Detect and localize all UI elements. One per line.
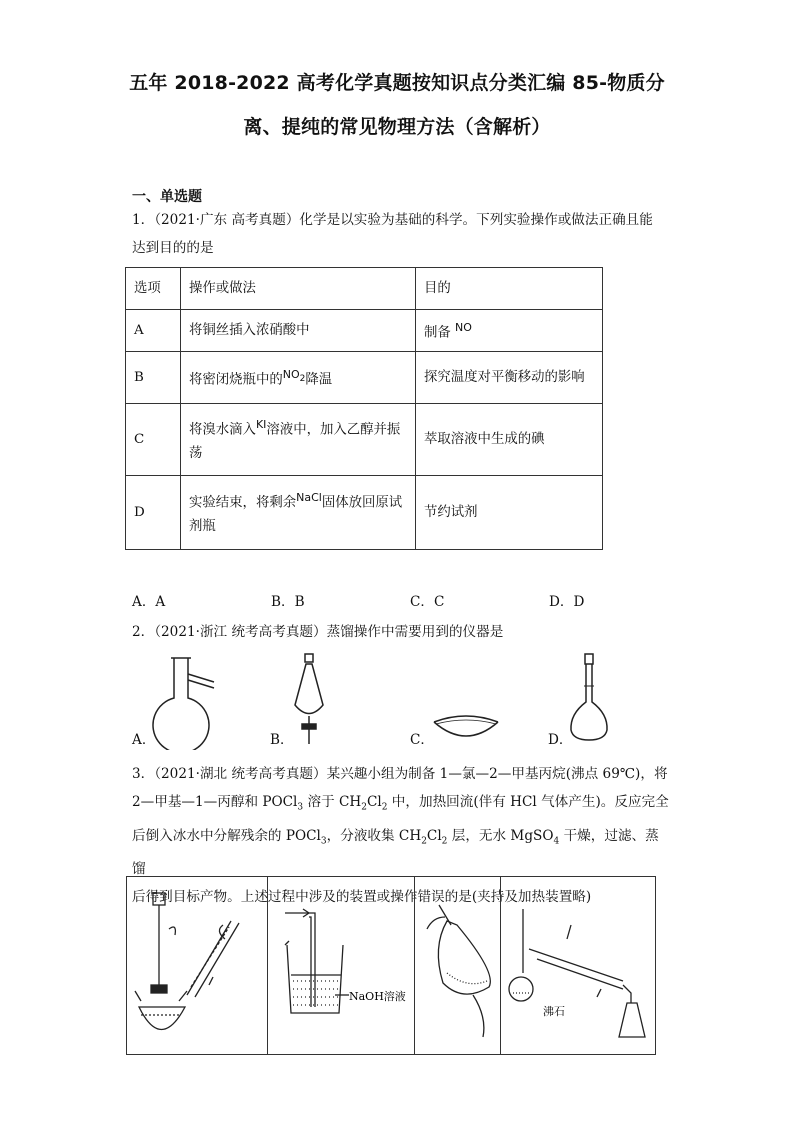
row-d-op-text: 实验结束，将剩余 (189, 495, 297, 511)
row-a-option: A (126, 310, 181, 352)
boiling-stone-label: 沸石 (543, 1005, 565, 1018)
q3-line2-part4: 中，加热回流(伴有 HCl 气体产生)。反应完全 (387, 794, 669, 810)
row-d-formula: NaCl (296, 490, 322, 504)
header-operation: 操作或做法 (181, 268, 416, 310)
distillation-flask-icon (153, 658, 214, 750)
question-2-apparatus (130, 650, 690, 750)
row-d-option: D (126, 476, 181, 550)
choice-d[interactable]: D．D (549, 594, 585, 610)
question-3-line3: 后倒入冰水中分解残余的 POCl$_3$，分液收集 $CH_2Cl_2$ 层，无水 MgSO$_4$ 干燥，过滤、蒸馏 (132, 827, 659, 878)
question-3-figure (126, 876, 656, 1055)
evaporating-dish-icon (434, 716, 498, 736)
row-c-op-text: 将溴水滴入 (189, 422, 256, 438)
row-a-purpose-text: 制备 (424, 325, 451, 341)
row-c-operation (181, 404, 416, 476)
page-title-line2: 离、提纯的常见物理方法（含解析） (243, 116, 551, 138)
options-table (125, 267, 603, 550)
row-b-op-tail: 降温 (305, 372, 333, 388)
row-b-op-text: 将密闭烧瓶中的 (189, 372, 283, 388)
apparatus-label-c[interactable]: C． (410, 732, 434, 748)
choice-c[interactable]: C．C (410, 594, 445, 610)
header-option: 选项 (126, 268, 181, 310)
figure-drawings (127, 877, 655, 1054)
q3-line2-part2: 溶于 CH (303, 794, 362, 810)
row-c-op-wrap: 荡 (189, 446, 203, 462)
q3-line3-part5: 干燥，过滤、蒸馏 (132, 827, 659, 878)
table-header-row (126, 268, 603, 310)
row-b-option: B (126, 352, 181, 404)
separatory-funnel-icon (295, 654, 323, 744)
apparatus-label-d[interactable]: D． (548, 732, 573, 748)
row-b-purpose: 探究温度对平衡移动的影响 (416, 352, 603, 404)
row-b-operation (181, 352, 416, 404)
apparatus-drawings (130, 650, 690, 750)
question-3-line4: 后得到目标产物。上述过程中涉及的装置或操作错误的是(夹持及加热装置略) (132, 889, 592, 906)
row-d-op-tail: 固体放回原试 (321, 495, 403, 511)
row-a-purpose (416, 310, 603, 352)
naoh-solution-label: NaOH溶液 (349, 990, 406, 1003)
table-row (126, 404, 603, 476)
header-purpose: 目的 (416, 268, 603, 310)
q3-line3-part3: Cl (426, 827, 442, 844)
question-1-choices (132, 590, 692, 610)
row-b-formula (282, 367, 306, 384)
gas-absorption-icon (285, 909, 349, 1013)
question-1-text (132, 206, 672, 262)
reflux-apparatus-icon (135, 893, 239, 1030)
q3-line3-part2: ，分液收集 CH (326, 827, 422, 844)
row-b-formula-base: NO (282, 367, 300, 381)
question-3-line2: 2—甲基—1—丙醇和 POCl$_3$ 溶于 $CH_2Cl_2$ 中，加热回流(伴有 HCl 气体产生)。反应完全 (132, 794, 669, 813)
q3-line3-part4: 层，无水 MgSO (447, 827, 554, 844)
question-1-line1: 1．（2021·广东 高考真题）化学是以实验为基础的科学。下列实验操作或做法正确且能 (132, 212, 653, 228)
table-row (126, 476, 603, 550)
section-heading: 一、单选题 (132, 189, 202, 205)
q3-line2-part1: 2—甲基—1—丙醇和 POCl (132, 794, 298, 810)
distillation-apparatus-icon (509, 909, 645, 1037)
row-d-operation (181, 476, 416, 550)
page-title-line1: 五年 2018-2022 高考化学真题按知识点分类汇编 85-物质分 (129, 72, 665, 94)
question-2-text: 2．（2021·浙江 统考高考真题）蒸馏操作中需要用到的仪器是 (132, 624, 504, 640)
volumetric-flask-icon (571, 654, 607, 740)
row-c-purpose: 萃取溶液中生成的碘 (416, 404, 603, 476)
q3-line2-part3: Cl (366, 794, 382, 810)
choice-a[interactable]: A．A (132, 594, 166, 610)
row-c-option: C (126, 404, 181, 476)
choice-b[interactable]: B．B (271, 594, 305, 610)
table-row (126, 352, 603, 404)
row-a-operation: 将铜丝插入浓硝酸中 (181, 310, 416, 352)
row-d-purpose: 节约试剂 (416, 476, 603, 550)
question-3-line1: 3．（2021·湖北 统考高考真题）某兴趣小组为制备 1—氯—2—甲基丙烷(沸点 69℃)，将 (132, 766, 668, 782)
row-d-op-wrap: 剂瓶 (189, 519, 216, 535)
funnel-shaking-icon (427, 905, 490, 1037)
question-1-line2: 达到目的的是 (132, 240, 214, 256)
row-c-formula: KI (255, 417, 267, 431)
row-b-formula-sub: 2 (299, 373, 306, 384)
q3-line3-part1: 后倒入冰水中分解残余的 POCl (132, 827, 321, 844)
row-a-formula: NO (455, 320, 472, 334)
apparatus-label-a[interactable]: A． (132, 732, 156, 748)
row-c-op-tail: 溶液中，加入乙醇并振 (266, 422, 401, 438)
apparatus-label-b[interactable]: B． (270, 732, 294, 748)
table-row (126, 310, 603, 352)
